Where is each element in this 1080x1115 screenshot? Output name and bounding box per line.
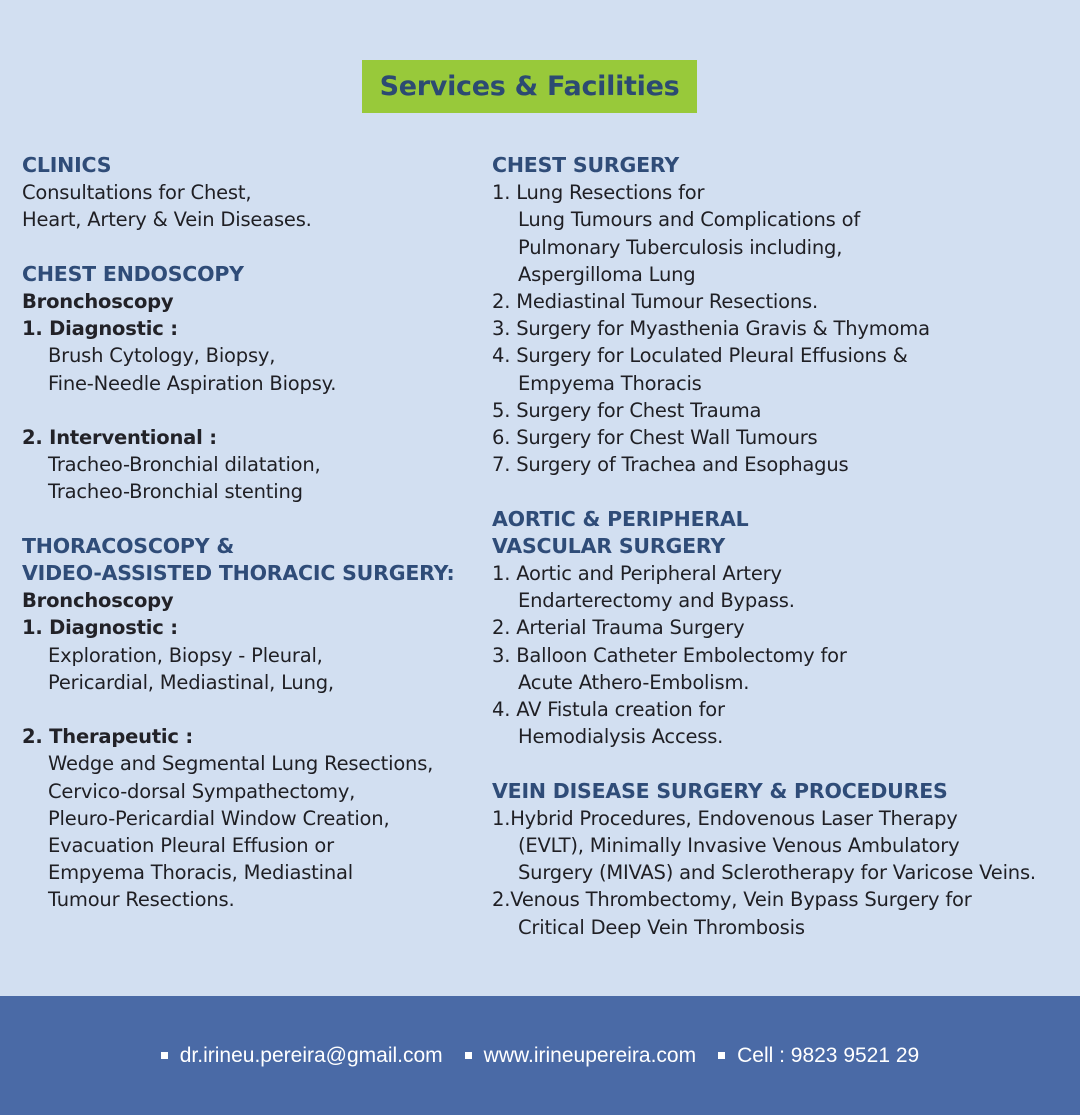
- aortic-list-item: Acute Athero-Embolism.: [518, 670, 750, 694]
- endoscopy-diagnostic-line: Fine-Needle Aspiration Biopsy.: [48, 371, 337, 395]
- thoracoscopy-diagnostic-line: Pericardial, Mediastinal, Lung,: [48, 670, 334, 694]
- thoracoscopy-heading: VIDEO-ASSISTED THORACIC SURGERY:: [22, 561, 455, 585]
- chest-surgery-list: [492, 179, 1072, 478]
- aortic-list-item: 4. AV Fistula creation for: [492, 698, 725, 722]
- endoscopy-diagnostic-label: 1. Diagnostic :: [22, 317, 178, 341]
- chest-list-item: 6. Surgery for Chest Wall Tumours: [492, 426, 818, 450]
- thoracoscopy-therapeutic-line: Cervico-dorsal Sympathectomy,: [48, 779, 356, 803]
- cell-number: Cell : 9823 9521 29: [737, 1043, 920, 1067]
- title-banner: [362, 60, 697, 113]
- vein-list-item: 2.Venous Thrombectomy, Vein Bypass Surgery for: [492, 888, 972, 912]
- thoracoscopy-heading: THORACOSCOPY &: [22, 533, 235, 558]
- thoracoscopy-diagnostic-label: 1. Diagnostic :: [22, 616, 178, 640]
- thoracoscopy-therapeutic-line: Wedge and Segmental Lung Resections,: [48, 752, 434, 776]
- vein-list-item: (EVLT), Minimally Invasive Venous Ambulatory: [518, 834, 960, 858]
- email-link[interactable]: dr.irineu.pereira@gmail.com: [179, 1043, 443, 1067]
- chest-list-item: 5. Surgery for Chest Trauma: [492, 398, 762, 422]
- website-link[interactable]: www.irineupereira.com: [483, 1043, 697, 1067]
- clinics-line: Consultations for Chest,: [22, 181, 252, 205]
- thoracoscopy-therapeutic-line: Pleuro-Pericardial Window Creation,: [48, 806, 390, 830]
- chest-list-item: Lung Tumours and Complications of: [518, 208, 861, 232]
- bullet-icon: [161, 1052, 168, 1059]
- page-title: Services & Facilities: [379, 71, 680, 102]
- chest-list-item: 4. Surgery for Loculated Pleural Effusions &: [492, 344, 908, 368]
- vein-heading: VEIN DISEASE SURGERY & PROCEDURES: [492, 778, 948, 803]
- chest-list-item: 1. Lung Resections for: [492, 181, 705, 205]
- aortic-surgery-list: [492, 560, 1072, 750]
- chest-list-item: 2. Mediastinal Tumour Resections.: [492, 290, 818, 314]
- endoscopy-interventional-line: Tracheo-Bronchial dilatation,: [48, 453, 321, 477]
- vein-surgery-list: [492, 805, 1072, 941]
- thoracoscopy-therapeutic-line: Tumour Resections.: [48, 888, 235, 912]
- thoracoscopy-therapeutic-line: Empyema Thoracis, Mediastinal: [48, 861, 353, 885]
- bullet-icon: [718, 1052, 725, 1059]
- right-column: [492, 152, 1072, 941]
- chest-list-item: Empyema Thoracis: [518, 371, 702, 395]
- endoscopy-diagnostic-line: Brush Cytology, Biopsy,: [48, 344, 276, 368]
- vein-list-item: 1.Hybrid Procedures, Endovenous Laser Therapy: [492, 806, 958, 830]
- vein-list-item: Surgery (MIVAS) and Sclerotherapy for Varicose Veins.: [518, 861, 1036, 885]
- contact-footer: [0, 996, 1080, 1115]
- aortic-list-item: 2. Arterial Trauma Surgery: [492, 616, 745, 640]
- left-column: [22, 152, 462, 914]
- clinics-line: Heart, Artery & Vein Diseases.: [22, 208, 312, 232]
- cell-item: [718, 1044, 919, 1068]
- aortic-heading: AORTIC & PERIPHERAL: [492, 506, 749, 531]
- email-item: [161, 1044, 443, 1068]
- aortic-heading: VASCULAR SURGERY: [492, 533, 725, 558]
- bullet-icon: [465, 1052, 472, 1059]
- chest-list-item: Aspergilloma Lung: [518, 262, 696, 286]
- website-item: [465, 1044, 696, 1068]
- endoscopy-interventional-label: 2. Interventional :: [22, 426, 217, 449]
- endoscopy-interventional-line: Tracheo-Bronchial stenting: [48, 480, 303, 504]
- aortic-list-item: 1. Aortic and Peripheral Artery: [492, 562, 782, 586]
- chest-list-item: Pulmonary Tuberculosis including,: [518, 235, 843, 259]
- chest-list-item: 7. Surgery of Trachea and Esophagus: [492, 453, 849, 477]
- endoscopy-subheading: Bronchoscopy: [22, 290, 174, 313]
- endoscopy-heading: CHEST ENDOSCOPY: [22, 261, 244, 286]
- aortic-list-item: Hemodialysis Access.: [518, 725, 724, 749]
- chest-surgery-heading: CHEST SURGERY: [492, 153, 680, 177]
- thoracoscopy-therapeutic-label: 2. Therapeutic :: [22, 725, 193, 749]
- aortic-list-item: 3. Balloon Catheter Embolectomy for: [492, 643, 847, 667]
- thoracoscopy-diagnostic-line: Exploration, Biopsy - Pleural,: [48, 643, 323, 667]
- thoracoscopy-therapeutic-line: Evacuation Pleural Effusion or: [48, 834, 334, 858]
- vein-list-item: Critical Deep Vein Thrombosis: [518, 915, 805, 939]
- chest-list-item: 3. Surgery for Myasthenia Gravis & Thymoma: [492, 317, 930, 341]
- clinics-heading: CLINICS: [22, 153, 112, 177]
- aortic-list-item: Endarterectomy and Bypass.: [518, 589, 795, 613]
- thoracoscopy-subheading: Bronchoscopy: [22, 589, 174, 613]
